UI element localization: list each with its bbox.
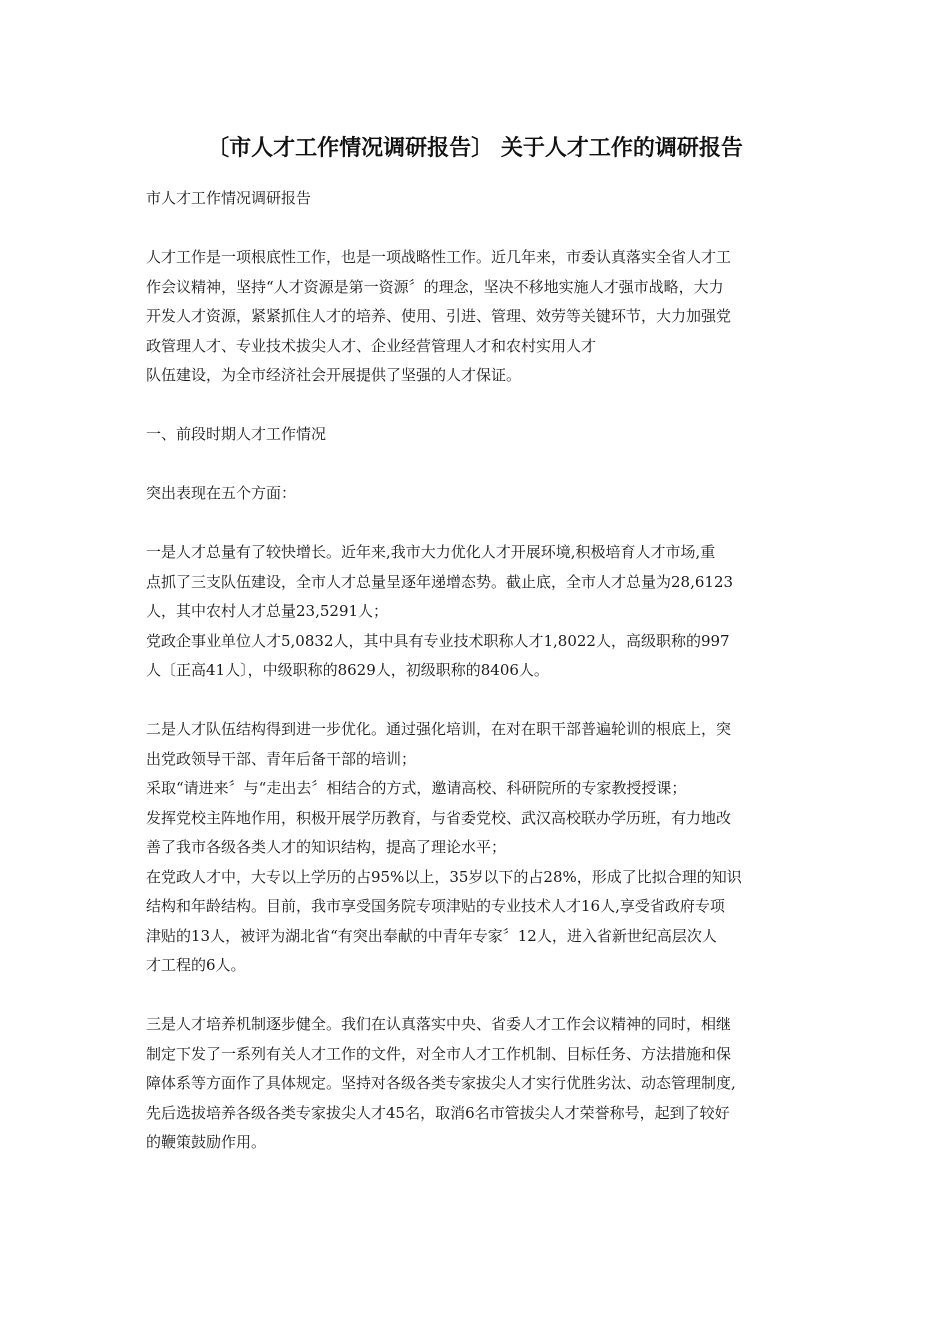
text-line: 人才工作是一项根底性工作，也是一项战略性工作。近几年来，市委认真落实全省人才工 <box>146 248 732 266</box>
text-line: 先后选拔培养各级各类专家拔尖人才45名，取消6名市管拔尖人才荣誉称号，起到了较好 <box>146 1103 730 1122</box>
document-title: 〔市人才工作情况调研报告〕 关于人才工作的调研报告 <box>207 136 743 161</box>
text-line: 作会议精神，坚持“人才资源是第一资源〞的理念，坚决不移地实施人才强市战略，大力 <box>146 277 724 296</box>
text-line: 津贴的13人，被评为湖北省“有突出奉献的中青年专家〞12人，进入省新世纪高层次人 <box>146 926 717 945</box>
text-line: 出党政领导干部、青年后备干部的培训； <box>146 749 417 768</box>
text-line: 政管理人才、专业技术拔尖人才、企业经营管理人才和农村实用人才 <box>146 336 597 355</box>
text-line: 党政企事业单位人才5,0832人，其中具有专业技术职称人才1,8022人，高级职称的997 <box>146 631 730 650</box>
section-heading: 一、前段时期人才工作情况 <box>146 425 327 443</box>
spacer <box>146 981 810 1011</box>
text-line: 发挥党校主阵地作用，积极开展学历教育，与省委党校、武汉高校联办学历班，有力地改 <box>146 808 732 827</box>
text-line: 队伍建设，为全市经济社会开展提供了坚强的人才保证。 <box>146 366 522 384</box>
text-line: 结构和年龄结构。目前，我市享受国务院专项津贴的专业技术人才16人,享受省政府专项 <box>146 897 725 915</box>
text-line: 善了我市各级各类人才的知识结构，提高了理论水平； <box>146 838 507 856</box>
point-two-paragraph <box>146 715 810 981</box>
text-line: 制定下发了一系列有关人才工作的文件，对全市人才工作机制、目标任务、方法措施和保 <box>146 1044 732 1063</box>
document-body <box>146 184 810 1158</box>
text-line: 采取“请进来〞与“走出去〞相结合的方式，邀请高校、科研院所的专家教授授课； <box>146 779 687 797</box>
text-line: 开发人才资源，紧紧抓住人才的培养、使用、引进、管理、效劳等关键环节，大力加强党 <box>146 307 732 325</box>
spacer <box>146 391 810 421</box>
spacer <box>146 509 810 539</box>
text-line: 人，其中农村人才总量23,5291人； <box>146 602 389 620</box>
text-line: 才工程的6人。 <box>146 956 246 974</box>
subtitle: 市人才工作情况调研报告 <box>146 189 312 207</box>
text-line: 三是人才培养机制逐步健全。我们在认真落实中央、省委人才工作会议精神的同时，相继 <box>146 1015 732 1033</box>
point-one-paragraph <box>146 538 810 686</box>
text-line: 在党政人才中，大专以上学历的占95%以上，35岁以下的占28%，形成了比拟合理的知识 <box>146 867 742 886</box>
spacer <box>146 214 810 244</box>
text-line: 点抓了三支队伍建设，全市人才总量呈逐年递增态势。截止底，全市人才总量为28,6123 <box>146 572 734 591</box>
section-lead: 突出表现在五个方面： <box>146 484 297 502</box>
intro-paragraph <box>146 243 810 391</box>
point-three-paragraph <box>146 1010 810 1158</box>
spacer <box>146 686 810 716</box>
text-line: 一是人才总量有了较快增长。近年来,我市大力优化人才开展环境,积极培育人才市场,重 <box>146 543 716 561</box>
spacer <box>146 450 810 480</box>
text-line: 人〔正高41人〕，中级职称的8629人，初级职称的8406人。 <box>146 661 549 679</box>
text-line: 二是人才队伍结构得到进一步优化。通过强化培训，在对在职干部普遍轮训的根底上，突 <box>146 720 732 738</box>
text-line: 的鞭策鼓励作用。 <box>146 1133 267 1151</box>
text-line: 障体系等方面作了具体规定。坚持对各级各类专家拔尖人才实行优胜劣汰、动态管理制度, <box>146 1074 736 1092</box>
